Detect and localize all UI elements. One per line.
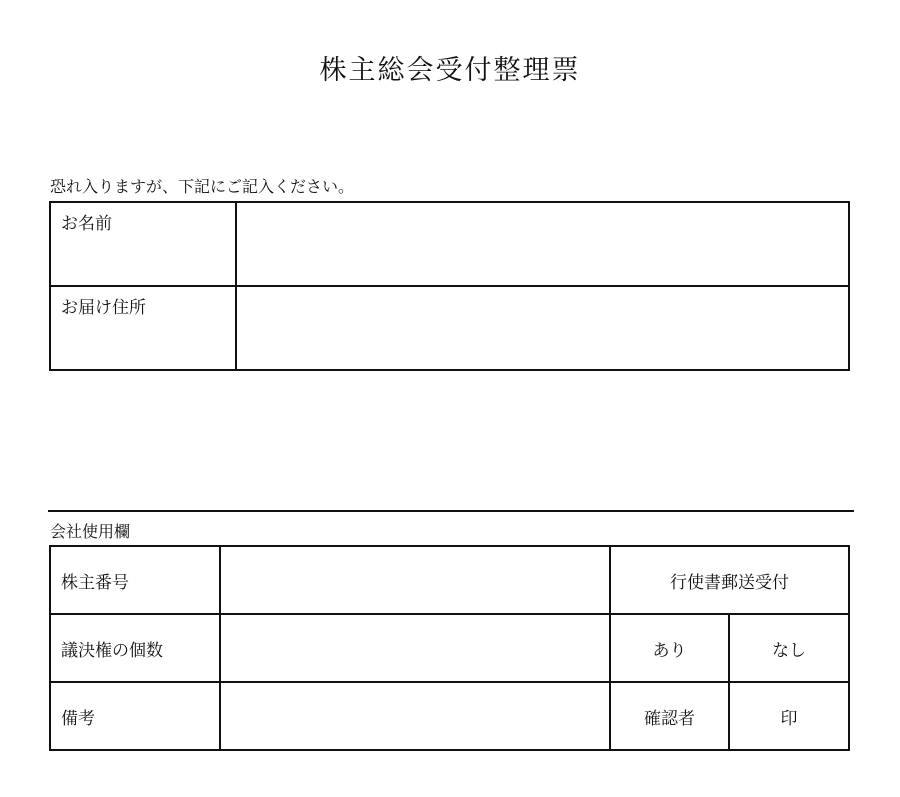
customer-info-table: [49, 201, 850, 371]
company-use-table: [49, 545, 850, 751]
address-label: お届け住所: [50, 286, 236, 370]
name-row: [50, 202, 849, 286]
shareholder-number-row: [50, 546, 849, 614]
company-use-heading: 会社使用欄: [50, 522, 131, 541]
name-label: お名前: [50, 202, 236, 286]
remarks-row: [50, 682, 849, 750]
address-field[interactable]: [236, 286, 849, 370]
shareholder-number-label: 株主番号: [50, 546, 220, 614]
page-title: 株主総会受付整理票: [319, 55, 581, 86]
voting-rights-row: [50, 614, 849, 682]
remarks-field[interactable]: [220, 682, 610, 750]
voting-rights-label: 議決権の個数: [50, 614, 220, 682]
mail-receipt-label: 行使書郵送受付: [610, 546, 849, 614]
option-yes[interactable]: あり: [610, 614, 729, 682]
address-row: [50, 286, 849, 370]
shareholder-number-field[interactable]: [220, 546, 610, 614]
option-no[interactable]: なし: [729, 614, 849, 682]
seal-box[interactable]: 印: [729, 682, 849, 750]
name-field[interactable]: [236, 202, 849, 286]
confirmer-label: 確認者: [610, 682, 729, 750]
voting-rights-field[interactable]: [220, 614, 610, 682]
instruction-text: 恐れ入りますが、下記にご記入ください。: [50, 177, 355, 196]
remarks-label: 備考: [50, 682, 220, 750]
section-divider: [48, 510, 854, 512]
